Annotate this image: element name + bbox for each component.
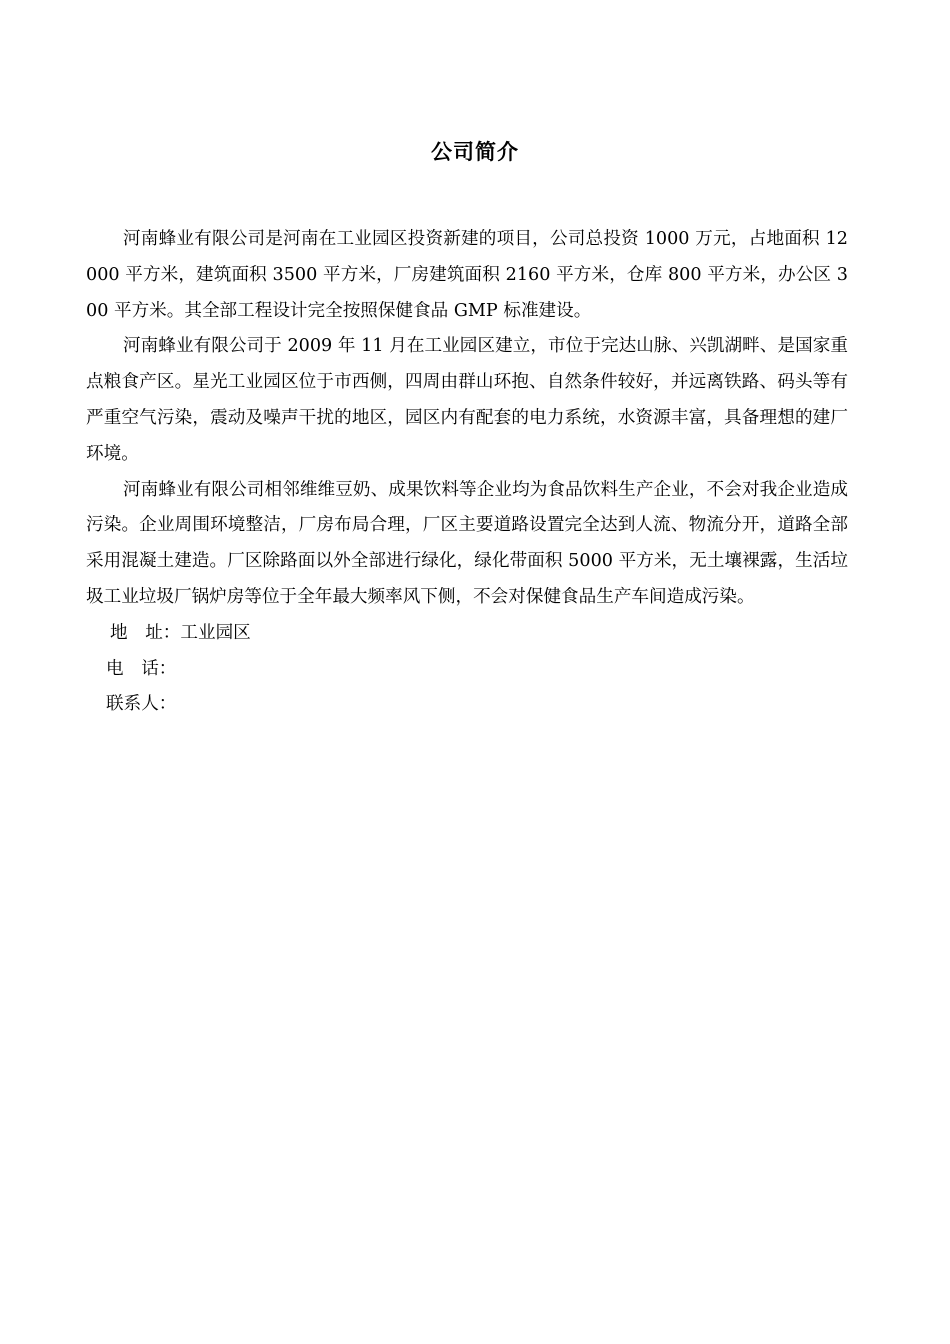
paragraph-company-environment: 河南蜂业有限公司相邻维维豆奶、成果饮料等企业均为食品饮料生产企业，不会对我企业造成污染。企业周围环境整洁，厂房布局合理，厂区主要道路设置完全达到人流、物流分开，道路全部采用混凝土建造。厂区除路面以外全部进行绿化，绿化带面积 5000 平方米，无土壤裸露，生活垃圾工业垃圾厂锅炉房等位于全年最大频率风下侧，不会对保健食品生产车间造成污染。 — [86, 479, 848, 607]
paragraph-company-location: 河南蜂业有限公司于 2009 年 11 月在工业园区建立，市位于完达山脉、兴凯湖畔、是国家重点粮食产区。星光工业园区位于市西侧，四周由群山环抱、自然条件较好，并远离铁路、码头等有严重空气污染，震动及噪声干扰的地区，园区内有配套的电力系统，水资源丰富，具备理想的建厂环境。 — [86, 336, 848, 464]
document-body — [86, 222, 848, 723]
contact-address: 地 址：工业园区 — [110, 622, 251, 643]
contact-phone: 电 话： — [106, 658, 177, 679]
contact-person: 联系人： — [106, 694, 177, 715]
paragraph-company-overview: 河南蜂业有限公司是河南在工业园区投资新建的项目，公司总投资 1000 万元，占地面积 12000 平方米，建筑面积 3500 平方米，厂房建筑面积 2160 平方米，仓库 800 平方米，办公区 300 平方米。其全部工程设计完全按照保健食品 GMP 标准建设。 — [86, 229, 848, 321]
page-title: 公司简介 — [431, 140, 519, 164]
